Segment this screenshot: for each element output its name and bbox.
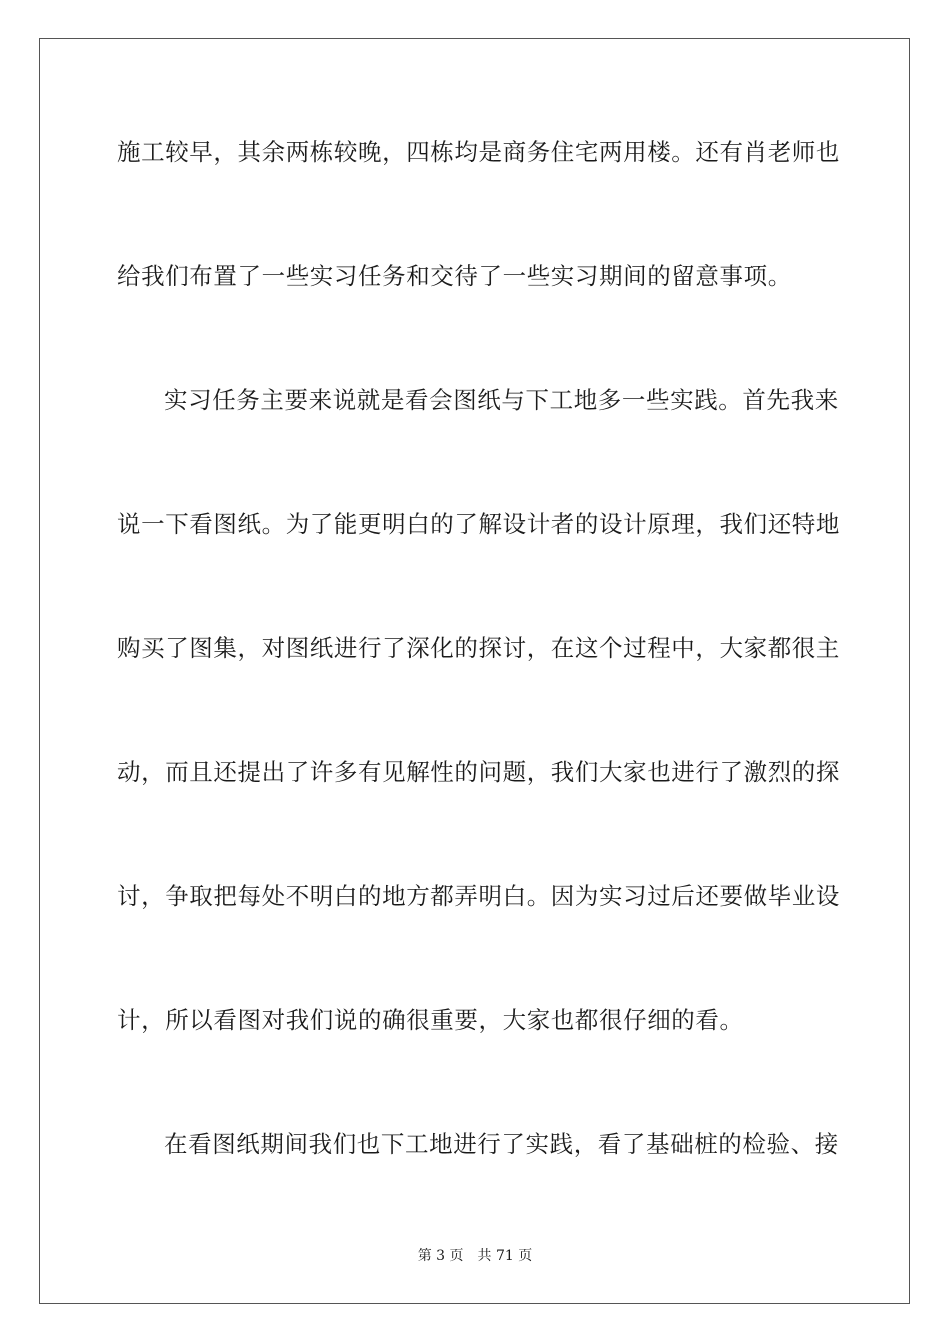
- text-line: 在看图纸期间我们也下工地进行了实践，看了基础桩的检验、接: [164, 1130, 839, 1158]
- text-line: 施工较早，其余两栋较晚，四栋均是商务住宅两用楼。还有肖老师也: [117, 138, 840, 166]
- text-line: 说一下看图纸。为了能更明白的了解设计者的设计原理，我们还特地: [117, 510, 840, 538]
- text-line: 给我们布置了一些实习任务和交待了一些实习期间的留意事项。: [117, 262, 792, 290]
- text-line: 购买了图集，对图纸进行了深化的探讨，在这个过程中，大家都很主: [117, 634, 840, 662]
- page-total: 共 71 页: [477, 1248, 533, 1264]
- page-number: 第 3 页: [417, 1248, 464, 1264]
- page-frame: [39, 38, 910, 1304]
- page-footer: [0, 1247, 950, 1265]
- text-line: 讨，争取把每处不明白的地方都弄明白。因为实习过后还要做毕业设: [117, 882, 840, 910]
- text-line: 动，而且还提出了许多有见解性的问题，我们大家也进行了激烈的探: [117, 758, 840, 786]
- text-line: 计，所以看图对我们说的确很重要，大家也都很仔细的看。: [117, 1006, 744, 1034]
- text-line: 实习任务主要来说就是看会图纸与下工地多一些实践。首先我来: [164, 386, 839, 414]
